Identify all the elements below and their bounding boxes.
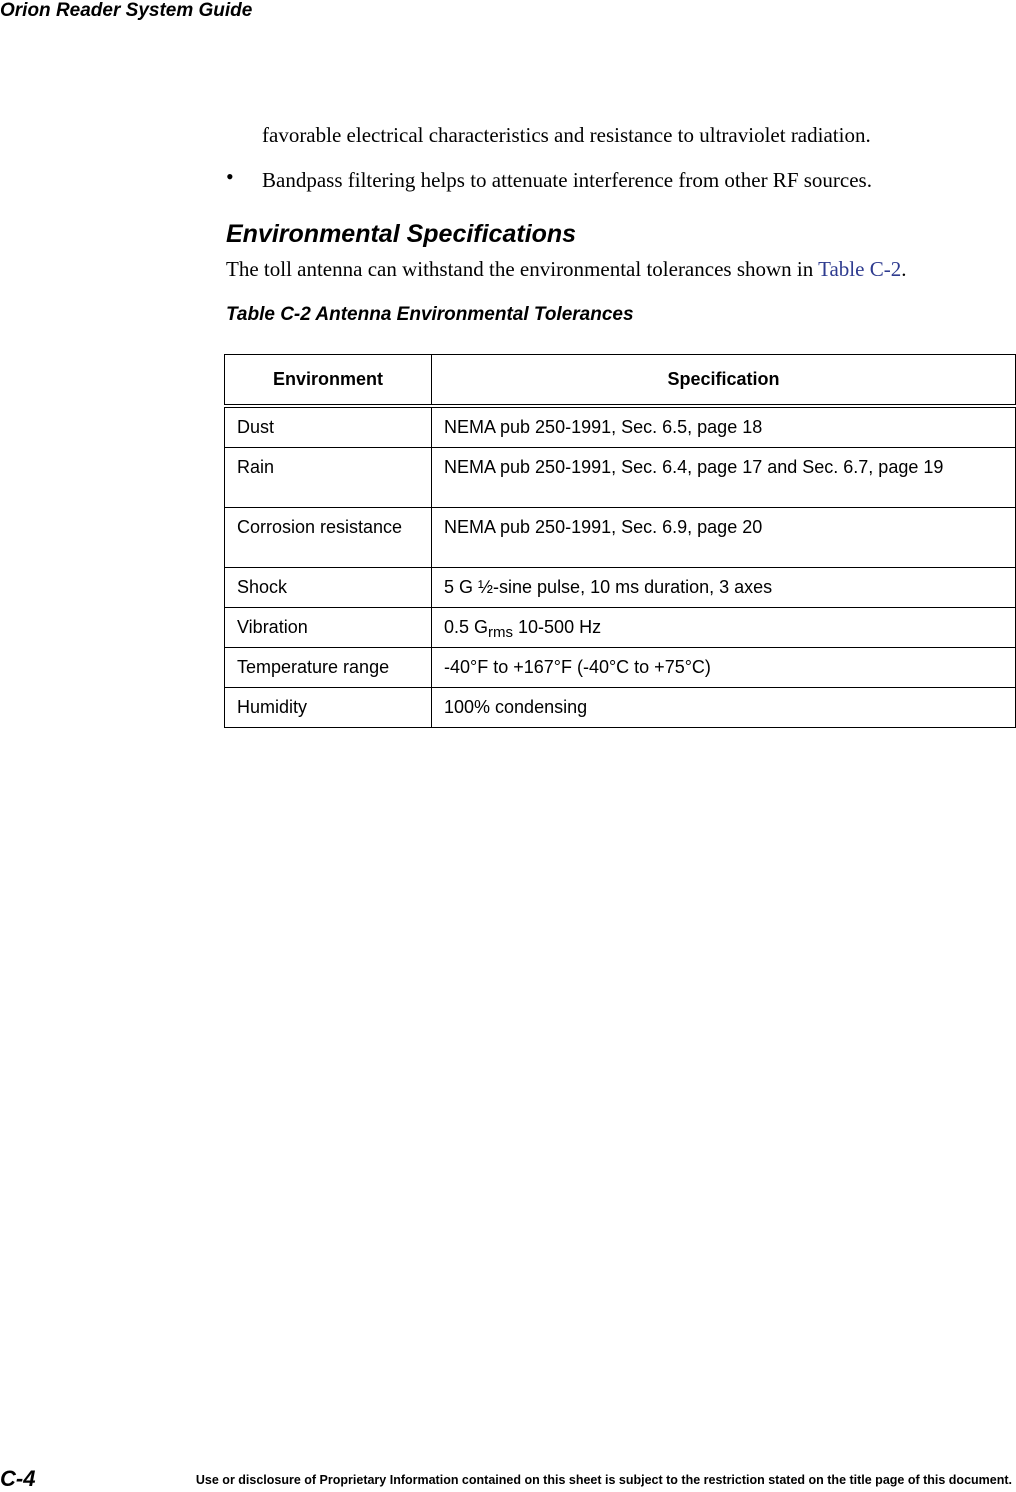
specification-cell: 5 G ½-sine pulse, 10 ms duration, 3 axes: [432, 568, 1016, 608]
spec-prefix: 0.5 G: [444, 617, 489, 637]
running-header: Orion Reader System Guide: [0, 0, 253, 21]
environment-cell: Shock: [225, 568, 432, 608]
header-environment: Environment: [225, 355, 432, 407]
specification-cell: NEMA pub 250-1991, Sec. 6.4, page 17 and Sec. 6.7, page 19: [432, 448, 1016, 508]
proprietary-notice: Use or disclosure of Proprietary Information contained on this sheet is subject to the restriction stated on the title page of this document.: [195, 1473, 1012, 1487]
spec-subscript: rms: [488, 624, 514, 641]
specification-cell: -40°F to +167°F (-40°C to +75°C): [432, 648, 1016, 688]
table-row: [225, 608, 1016, 648]
section-intro: [226, 256, 906, 282]
specification-cell: NEMA pub 250-1991, Sec. 6.9, page 20: [432, 508, 1016, 568]
environment-cell: Dust: [225, 406, 432, 448]
table-row: [225, 508, 1016, 568]
page-number: C-4: [0, 1466, 36, 1491]
spec-suffix: 10-500 Hz: [513, 617, 602, 637]
table-caption: Table C-2 Antenna Environmental Tolerances: [226, 304, 634, 325]
table-row: [225, 406, 1016, 448]
environment-cell: Vibration: [225, 608, 432, 648]
table-row: [225, 648, 1016, 688]
specification-cell: [432, 608, 1016, 648]
continued-paragraph: favorable electrical characteristics and resistance to ultraviolet radiation.: [262, 123, 871, 147]
environmental-tolerances-table: [224, 354, 1016, 728]
table-header-row: [225, 355, 1016, 407]
bullet-icon: •: [226, 164, 234, 189]
environment-cell: Temperature range: [225, 648, 432, 688]
bullet-text: Bandpass filtering helps to attenuate interference from other RF sources.: [262, 168, 872, 192]
specification-cell: 100% condensing: [432, 688, 1016, 728]
specification-cell: NEMA pub 250-1991, Sec. 6.5, page 18: [432, 406, 1016, 448]
intro-end: .: [901, 257, 907, 281]
table-row: [225, 688, 1016, 728]
environment-cell: Humidity: [225, 688, 432, 728]
table-row: [225, 568, 1016, 608]
intro-text: The toll antenna can withstand the environmental tolerances shown in: [226, 257, 819, 281]
table-row: [225, 448, 1016, 508]
environment-cell: Corrosion resistance: [225, 508, 432, 568]
header-specification: Specification: [432, 355, 1016, 407]
section-heading: Environmental Specifications: [226, 220, 577, 248]
table-cross-reference-link[interactable]: Table C-2: [818, 257, 902, 281]
environment-cell: Rain: [225, 448, 432, 508]
